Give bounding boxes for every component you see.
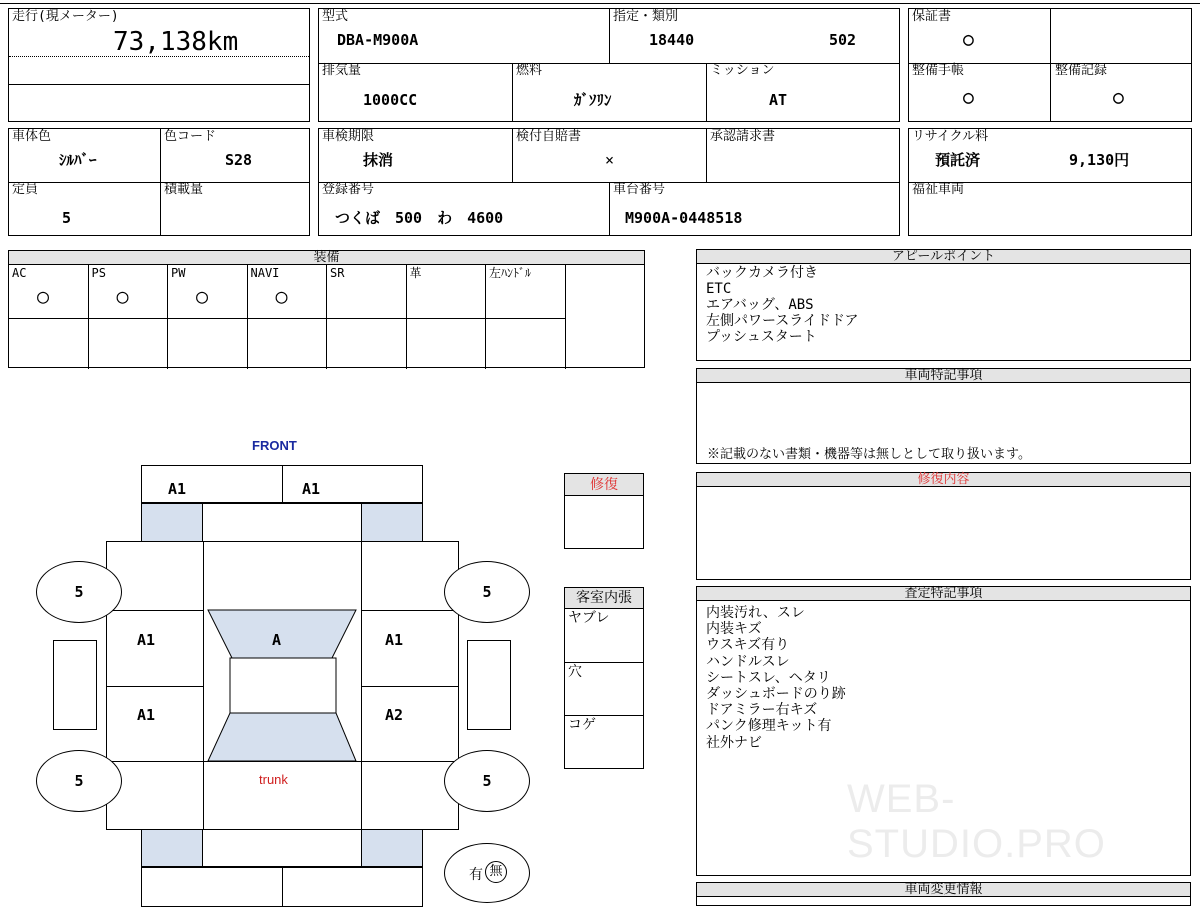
maintenance-record-label: 整備記録 — [1055, 63, 1108, 78]
displacement-value: 1000CC — [363, 91, 418, 109]
welfare-label: 福祉車両 — [912, 182, 965, 197]
equipment-value: ○ — [196, 284, 209, 308]
appeal-box — [696, 249, 1191, 361]
repair-box — [564, 473, 644, 549]
recycle-label: リサイクル料 — [912, 129, 989, 144]
hood — [202, 503, 362, 543]
warranty-label: 保証書 — [912, 9, 952, 24]
appeal-line: 左側パワースライドドア — [706, 313, 859, 329]
color-capacity-block — [8, 128, 310, 236]
mileage-value: 73,138km — [113, 27, 239, 57]
assessment-line: シートスレ、ヘタリ — [706, 669, 831, 686]
interior-row-label: 穴 — [568, 664, 582, 680]
equipment-cell — [407, 265, 487, 369]
car-diagram — [0, 430, 560, 900]
appeal-line: バックカメラ付き — [706, 265, 818, 281]
assessment-box — [696, 586, 1191, 876]
assessment-line: ダッシュボードのり跡 — [706, 686, 846, 702]
fuel-value: ｶﾞｿﾘﾝ — [574, 91, 612, 109]
assessment-line: 社外ナビ — [706, 734, 762, 751]
model-value: DBA-M900A — [337, 31, 419, 49]
right-mirror — [467, 640, 511, 730]
spare-no: 無 — [485, 861, 507, 883]
change-info-title: 車両変更情報 — [697, 883, 1190, 897]
equipment-cell — [9, 265, 89, 369]
spec-block — [318, 8, 900, 122]
documents-block — [908, 8, 1192, 122]
assessment-title: 査定特記事項 — [697, 587, 1190, 601]
interior-box — [564, 587, 644, 769]
windshield-diagram — [206, 608, 358, 763]
load-label: 積載量 — [164, 182, 204, 197]
warranty-value: ○ — [963, 29, 974, 50]
rear-bumper — [141, 867, 423, 907]
fuel-label: 燃料 — [516, 63, 543, 78]
equipment-label: SR — [330, 266, 345, 280]
interior-row-label: ヤブレ — [568, 610, 610, 626]
assessment-line: 内装汚れ、スレ — [706, 605, 805, 621]
right-taillight — [361, 829, 423, 867]
rear-right-tire: 5 — [444, 750, 530, 812]
equipment-value: ○ — [116, 284, 129, 308]
capacity-value: 5 — [62, 209, 72, 227]
watermark: WEB-STUDIO.PRO — [847, 777, 1106, 866]
appeal-title: アピールポイント — [697, 250, 1190, 264]
body-color-value: ｼﾙﾊﾞｰ — [59, 151, 97, 169]
left-rear-door-label: A1 — [137, 706, 156, 724]
right-rear-door-label: A2 — [385, 706, 404, 724]
repair-details-title: 修復内容 — [697, 473, 1190, 487]
equipment-cell — [89, 265, 169, 369]
recycle-amount: 9,130円 — [1069, 151, 1130, 169]
equipment-value: ○ — [37, 284, 50, 308]
equipment-label: PW — [171, 266, 186, 280]
front-left-panel-label: A1 — [168, 480, 187, 498]
equipment-label: AC — [12, 266, 27, 280]
trunk-label: trunk — [259, 772, 288, 787]
roof-label: A — [272, 631, 282, 649]
front-label: FRONT — [252, 438, 297, 453]
rear-windshield — [208, 713, 356, 761]
mileage-label: 走行(現メーター) — [12, 9, 119, 24]
equipment-label: 左ﾊﾝﾄﾞﾙ — [489, 266, 532, 280]
recycle-status: 預託済 — [935, 151, 981, 169]
transmission-value: AT — [769, 91, 788, 109]
insurance-label: 検付自賠書 — [516, 129, 582, 144]
assessment-line: ハンドルスレ — [706, 653, 790, 670]
equipment-label: PS — [91, 266, 106, 280]
capacity-label: 定員 — [12, 182, 39, 197]
appeal-line: エアバッグ、ABS — [706, 297, 814, 313]
front-windshield — [208, 610, 356, 658]
left-mirror — [53, 640, 97, 730]
maintenance-book-value: ○ — [963, 87, 974, 108]
rear-left-tire: 5 — [36, 750, 122, 812]
equipment-cell — [168, 265, 248, 369]
left-taillight — [141, 829, 203, 867]
inspection-label: 車検期限 — [322, 129, 375, 144]
left-headlight — [141, 503, 203, 543]
model-label: 型式 — [322, 9, 349, 24]
registration-label: 登録番号 — [322, 182, 375, 197]
change-info-box — [696, 882, 1191, 906]
registration-block — [318, 128, 900, 236]
maintenance-book-label: 整備手帳 — [912, 63, 965, 78]
mileage-cell — [8, 8, 310, 122]
spare-tire — [444, 843, 530, 903]
rear-panel — [202, 829, 362, 867]
insurance-value: × — [605, 151, 615, 169]
top-border — [0, 0, 1200, 4]
recycle-block — [908, 128, 1192, 236]
vehicle-notes-box — [696, 368, 1191, 464]
displacement-label: 排気量 — [322, 63, 362, 78]
appeal-line: プッシュスタート — [706, 329, 817, 345]
vehicle-notes-footer: ※記載のない書類・機器等は無しとして取り扱います。 — [707, 447, 1031, 462]
interior-title: 客室内張 — [565, 588, 643, 609]
equipment-table — [8, 250, 645, 368]
roof-panel — [230, 658, 336, 713]
equipment-title: 装備 — [9, 251, 644, 265]
right-front-door-label: A1 — [385, 631, 404, 649]
front-right-panel-label: A1 — [302, 480, 321, 498]
chassis-label: 車台番号 — [613, 182, 666, 197]
assessment-line: ドアミラー右キズ — [706, 702, 818, 719]
right-headlight — [361, 503, 423, 543]
assessment-line: パンク修理キット有 — [706, 718, 832, 735]
assessment-line: ウスキズ有り — [706, 637, 790, 654]
repair-details-box — [696, 472, 1191, 580]
chassis-value: M900A-0448518 — [625, 209, 743, 227]
vehicle-notes-title: 車両特記事項 — [697, 369, 1190, 383]
equipment-label: NAVI — [250, 266, 280, 280]
designation-value-2: 502 — [829, 31, 857, 49]
front-right-tire: 5 — [444, 561, 530, 623]
equipment-cell — [248, 265, 328, 369]
equipment-cell — [486, 265, 566, 369]
equipment-value: ○ — [275, 284, 288, 308]
inspection-value: 抹消 — [363, 151, 394, 169]
approval-label: 承認請求書 — [710, 129, 776, 144]
color-code-label: 色コード — [164, 129, 217, 144]
body-color-label: 車体色 — [12, 129, 52, 144]
equipment-label: 革 — [409, 266, 422, 280]
repair-title: 修復 — [565, 474, 643, 496]
maintenance-record-value: ○ — [1113, 87, 1124, 108]
designation-label: 指定・類別 — [613, 9, 679, 24]
assessment-line: 内装キズ — [706, 621, 762, 638]
interior-row-label: コゲ — [568, 717, 596, 733]
transmission-label: ミッション — [710, 63, 775, 78]
equipment-cell — [327, 265, 407, 369]
color-code-value: S28 — [225, 151, 253, 169]
appeal-line: ETC — [706, 281, 732, 297]
designation-value-1: 18440 — [649, 31, 695, 49]
left-front-door-label: A1 — [137, 631, 156, 649]
registration-value: つくば 500 わ 4600 — [335, 209, 504, 227]
front-left-tire: 5 — [36, 561, 122, 623]
spare-yes: 有 — [469, 867, 483, 883]
